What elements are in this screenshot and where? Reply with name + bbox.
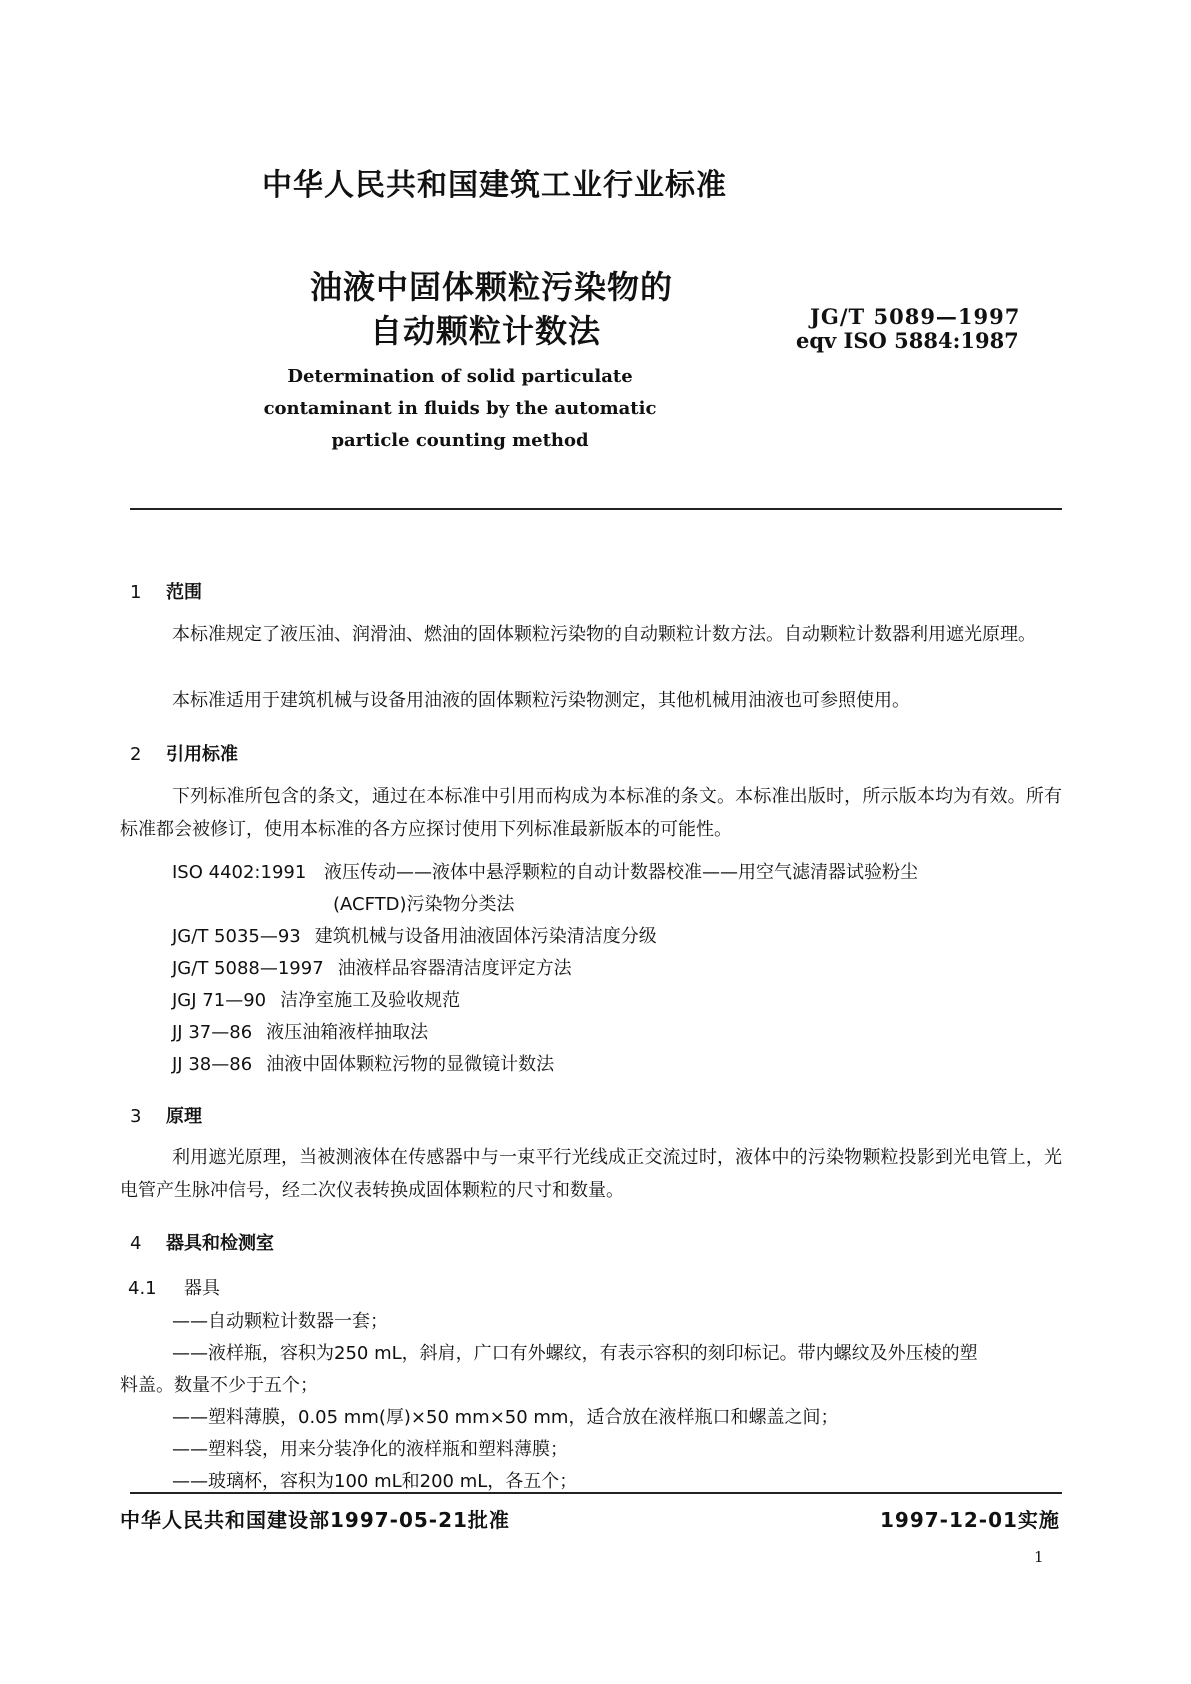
section-heading [130,1102,202,1128]
reference-code: JJ 38—86 [172,1054,253,1075]
page-number: 1 [1034,1548,1044,1566]
section-heading [130,740,238,766]
reference-title: 建筑机械与设备用油液固体污染清洁度分级 [314,926,657,947]
approval-date: 中华人民共和国建设部1997-05-21批准 [120,1508,510,1532]
section-heading [130,578,202,604]
list-item: ——塑料薄膜，0.05 mm(厚)×50 mm×50 mm，适合放在液样瓶口和螺盖之间； [172,1407,839,1428]
reference-title: 油液样品容器清洁度评定方法 [337,958,572,979]
subsection-title: 器具 [184,1278,220,1299]
list-item: ——液样瓶，容积为250 mL，斜肩，广口有外螺纹，有表示容积的刻印标记。带内螺纹及外压棱的塑 [172,1343,978,1364]
standard-title-en-line2: contaminant in fluids by the automatic [263,398,657,419]
reference-code: JG/T 5088—1997 [172,958,324,979]
reference-title: 液压传动——液体中悬浮颗粒的自动计数器校准——用空气滤清器试验粉尘 [324,862,918,883]
section-paragraph: 利用遮光原理，当被测液体在传感器中与一束平行光线成正交流过时，液体中的污染物颗粒投影到光电管上，光电管产生脉冲信号，经二次仪表转换成固体颗粒的尺寸和数量。 [120,1147,1062,1201]
section-title: 范围 [166,582,202,603]
implementation-date: 1997-12-01实施 [880,1508,1060,1532]
standard-title-en-line1: Determination of solid particulate [287,366,633,387]
reference-code: JGJ 71—90 [172,990,267,1011]
footer-divider [130,1492,1062,1494]
reference-title: 油液中固体颗粒污物的显微镜计数法 [266,1054,555,1075]
list-item-continuation: 料盖。数量不少于五个； [120,1375,318,1396]
reference-item [172,954,572,980]
section-title: 引用标准 [166,744,238,765]
reference-title: 洁净室施工及验收规范 [280,990,461,1011]
equivalent-standard: eqv ISO 5884:1987 [796,328,1019,353]
subsection-heading [128,1274,220,1300]
reference-title-continuation: (ACFTD)污染物分类法 [333,894,515,915]
reference-item [172,1050,554,1076]
section-paragraph: 下列标准所包含的条文，通过在本标准中引用而构成为本标准的条文。本标准出版时，所示版本均为有效。所有标准都会被修订，使用本标准的各方应探讨使用下列标准最新版本的可能性。 [120,786,1062,840]
reference-item [172,986,460,1012]
reference-code: JJ 37—86 [172,1022,253,1043]
section-number: 1 [130,582,142,603]
section-title: 器具和检测室 [166,1233,274,1254]
reference-item [172,1018,428,1044]
reference-code: ISO 4402:1991 [172,862,307,883]
reference-code: JG/T 5035—93 [172,926,301,947]
list-item: ——玻璃杯，容积为100 mL和200 mL，各五个； [172,1471,578,1492]
list-item: ——塑料袋，用来分装净化的液样瓶和塑料薄膜； [172,1439,568,1460]
section-title: 原理 [166,1106,202,1127]
reference-item [172,858,918,884]
standard-title-en-line3: particle counting method [331,430,589,451]
section-paragraph: 本标准适用于建筑机械与设备用油液的固体颗粒污染物测定，其他机械用油液也可参照使用。 [172,690,910,711]
section-number: 4 [130,1233,142,1254]
standard-title-cn-line2: 自动颗粒计数法 [370,312,602,350]
subsection-number: 4.1 [128,1278,157,1299]
list-item: ——自动颗粒计数器一套； [172,1311,388,1332]
title-divider [130,508,1062,510]
section-heading [130,1229,274,1255]
standard-title-cn-line1: 油液中固体颗粒污染物的 [310,268,674,306]
reference-item [172,922,657,948]
section-number: 3 [130,1106,142,1127]
issuer-title: 中华人民共和国建筑工业行业标准 [262,168,727,203]
section-paragraph: 本标准规定了液压油、润滑油、燃油的固体颗粒污染物的自动颗粒计数方法。自动颗粒计数器利用遮光原理。 [172,624,1036,645]
standard-code: JG/T 5089—1997 [810,304,1021,329]
reference-title: 液压油箱液样抽取法 [266,1022,429,1043]
section-number: 2 [130,744,142,765]
